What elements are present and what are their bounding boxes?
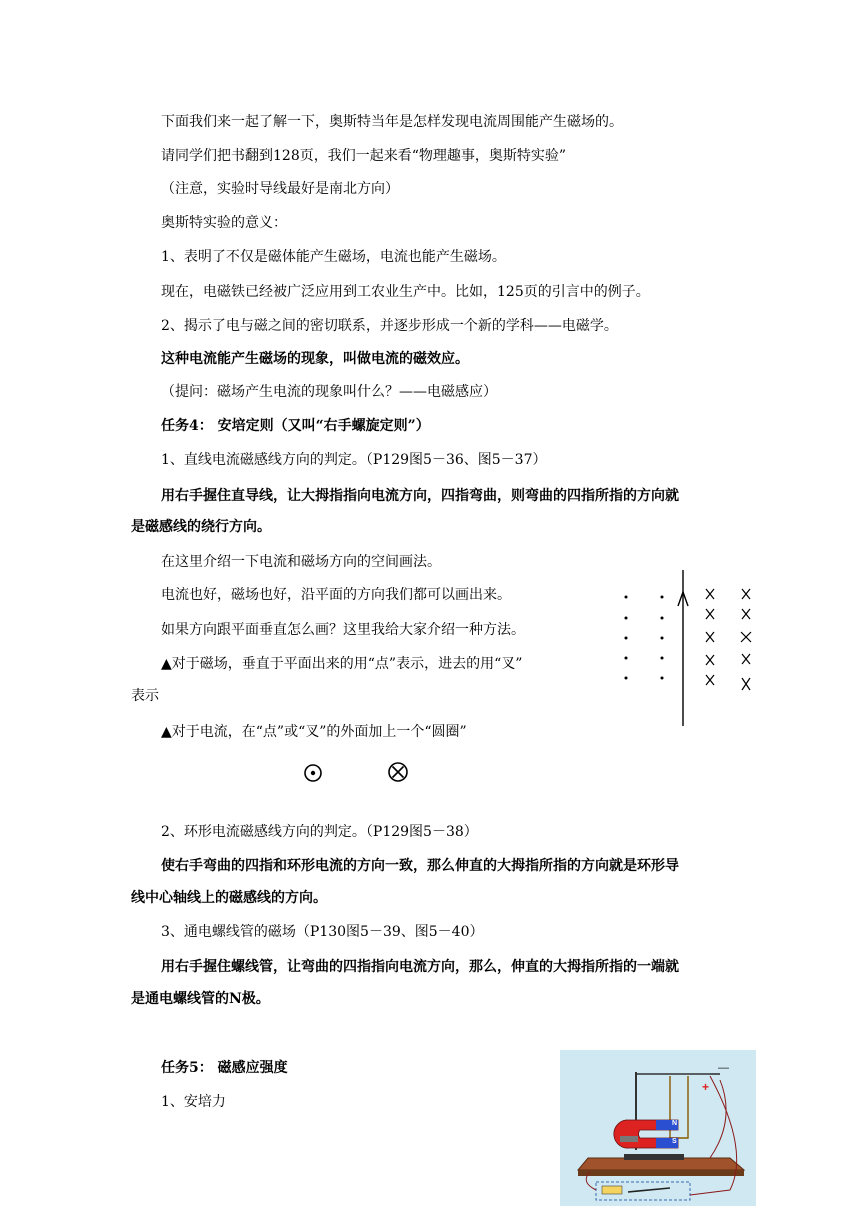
magnet-north-label: N	[672, 1120, 678, 1127]
text-line-18: 表示	[131, 688, 159, 704]
positive-terminal-label: +	[702, 1080, 710, 1094]
crosses-into-page	[706, 589, 751, 690]
rule-ring-current-2: 线中心轴线上的磁感线的方向。	[131, 890, 327, 906]
field-dots-crosses-figure	[610, 566, 760, 728]
text-line-9: （提问：磁场产生电流的现象叫什么？——电磁感应）	[161, 384, 497, 400]
circled-cross-icon	[386, 760, 410, 784]
text-line-1: 下面我们来一起了解一下，奥斯特当年是怎样发现电流周围能产生磁场的。	[161, 114, 623, 130]
text-line-11: 1、直线电流磁感线方向的判定。（P129图5－36、图5－37）	[161, 452, 547, 468]
rule-solenoid-1: 用右手握住螺线管，让弯曲的四指指向电流方向，那么，伸直的大拇指所指的一端就	[161, 959, 679, 975]
text-line-7: 2、揭示了电与磁之间的密切联系，并逐步形成一个新的学科——电磁学。	[161, 318, 618, 334]
text-line-6: 现在，电磁铁已经被广泛应用到工农业生产中。比如，125页的引言中的例子。	[161, 284, 650, 300]
text-line-15: 电流也好，磁场也好，沿平面的方向我们都可以画出来。	[161, 587, 511, 603]
task-5-heading: 任务5： 磁感应强度	[161, 1060, 288, 1076]
dots-out-of-page	[625, 596, 664, 680]
rule-straight-wire-1: 用右手握住直导线，让大拇指指向电流方向，四指弯曲，则弯曲的四指所指的方向就	[161, 488, 679, 504]
text-line-3: （注意，实验时导线最好是南北方向）	[161, 181, 399, 197]
text-line-14: 在这里介绍一下电流和磁场方向的空间画法。	[161, 554, 441, 570]
definition-magnetic-effect: 这种电流能产生磁场的现象，叫做电流的磁效应。	[161, 351, 469, 367]
text-line-4: 奥斯特实验的意义：	[161, 215, 287, 231]
text-line-16: 如果方向跟平面垂直怎么画？这里我给大家介绍一种方法。	[161, 622, 525, 638]
rule-straight-wire-2: 是磁感线的绕行方向。	[131, 519, 271, 535]
text-line-20: 2、环形电流磁感线方向的判定。（P129图5－38）	[161, 824, 478, 840]
text-line-2: 请同学们把书翻到128页，我们一起来看“物理趣事，奥斯特实验”	[161, 148, 567, 164]
text-line-23: 3、通电螺线管的磁场（P130图5－39、图5－40）	[161, 924, 484, 940]
ampere-force-apparatus-figure	[560, 1050, 756, 1206]
text-line-5: 1、表明了不仅是磁体能产生磁场，电流也能产生磁场。	[161, 249, 506, 265]
text-line-17: ▲对于磁场，垂直于平面出来的用“点”表示，进去的用“叉”	[161, 656, 523, 672]
text-line-27: 1、安培力	[161, 1094, 226, 1110]
rule-ring-current-1: 使右手弯曲的四指和环形电流的方向一致，那么伸直的大拇指所指的方向就是环形导	[161, 858, 679, 874]
text-line-19: ▲对于电流，在“点”或“叉”的外面加上一个“圆圈”	[161, 724, 467, 740]
rule-solenoid-2: 是通电螺线管的N极。	[131, 991, 270, 1007]
negative-terminal-label: —	[718, 1062, 729, 1074]
magnet-south-label: S	[672, 1138, 677, 1145]
circled-dot-icon	[302, 762, 324, 784]
task-4-heading: 任务4： 安培定则（又叫“右手螺旋定则”）	[161, 418, 430, 434]
